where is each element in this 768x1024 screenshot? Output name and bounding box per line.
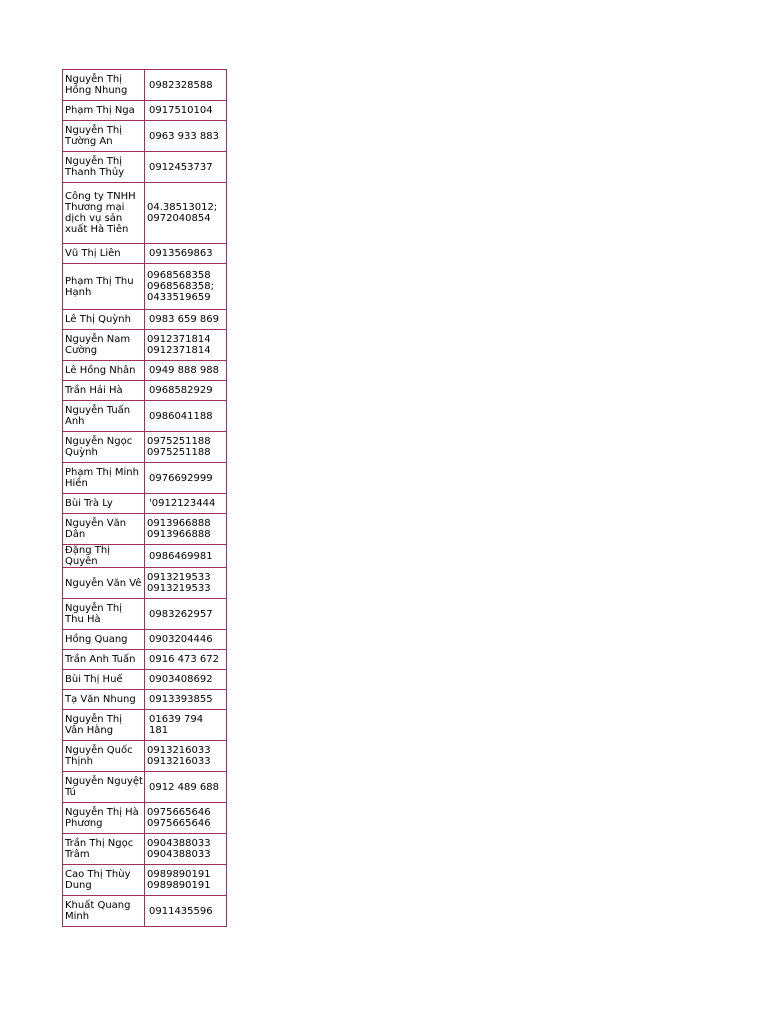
contact-name-cell: Cao Thị Thùy Dung: [63, 865, 145, 896]
contact-phone-cell: 0911435596: [145, 896, 227, 927]
table-row: [63, 101, 227, 121]
contact-phone-cell: 0913966888 0913966888: [145, 514, 227, 545]
table-row: [63, 432, 227, 463]
contact-phone-cell: 0903204446: [145, 630, 227, 650]
table-row: [63, 330, 227, 361]
table-row: [63, 121, 227, 152]
contact-phone-cell: 01639 794 181: [145, 710, 227, 741]
contact-name-cell: Trần Thị Ngọc Trâm: [63, 834, 145, 865]
contact-phone-cell: 0982328588: [145, 70, 227, 101]
contact-phone-cell: 0917510104: [145, 101, 227, 121]
contact-name-cell: Phạm Thị Nga: [63, 101, 145, 121]
table-row: [63, 70, 227, 101]
contact-phone-cell: 0949 888 988: [145, 361, 227, 381]
contact-name-cell: Phạm Thị Minh Hiền: [63, 463, 145, 494]
table-row: [63, 896, 227, 927]
table-row: [63, 152, 227, 183]
table-row: [63, 244, 227, 264]
contact-phone-cell: 0986041188: [145, 401, 227, 432]
table-row: [63, 690, 227, 710]
contact-name-cell: Nguyễn Thị Vân Hằng: [63, 710, 145, 741]
table-row: [63, 741, 227, 772]
table-row: [63, 865, 227, 896]
table-row: [63, 463, 227, 494]
contact-name-cell: Tạ Văn Nhung: [63, 690, 145, 710]
contact-phone-cell: 0916 473 672: [145, 650, 227, 670]
table-row: [63, 361, 227, 381]
contact-phone-cell: 0975251188 0975251188: [145, 432, 227, 463]
contact-phone-cell: 0913569863: [145, 244, 227, 264]
table-row: [63, 568, 227, 599]
contact-table: [62, 69, 227, 927]
contact-phone-cell: 0903408692: [145, 670, 227, 690]
contact-name-cell: Lê Thị Quỳnh: [63, 310, 145, 330]
contact-phone-cell: 0989890191 0989890191: [145, 865, 227, 896]
contact-phone-cell: 0968582929: [145, 381, 227, 401]
contact-phone-cell: 0975665646 0975665646: [145, 803, 227, 834]
contact-name-cell: Nguyễn Ngọc Quỳnh: [63, 432, 145, 463]
contact-phone-cell: 0986469981: [145, 545, 227, 568]
contact-name-cell: Nguyễn Nguyệt Tú: [63, 772, 145, 803]
contact-name-cell: Nguyễn Văn Dân: [63, 514, 145, 545]
contact-name-cell: Nguyễn Thị Hồng Nhung: [63, 70, 145, 101]
contact-name-cell: Nguyễn Thị Thanh Thủy: [63, 152, 145, 183]
contact-phone-cell: 0913219533 0913219533: [145, 568, 227, 599]
table-row: [63, 834, 227, 865]
table-row: [63, 599, 227, 630]
table-row: [63, 710, 227, 741]
contact-phone-cell: 0913393855: [145, 690, 227, 710]
table-row: [63, 401, 227, 432]
contact-phone-cell: 0983262957: [145, 599, 227, 630]
contact-name-cell: Vũ Thị Liên: [63, 244, 145, 264]
contact-phone-cell: 0963 933 883: [145, 121, 227, 152]
contact-phone-cell: 0904388033 0904388033: [145, 834, 227, 865]
table-row: [63, 670, 227, 690]
table-row: [63, 772, 227, 803]
contact-name-cell: Bùi Thị Huế: [63, 670, 145, 690]
contact-name-cell: Nguyễn Tuấn Anh: [63, 401, 145, 432]
contact-phone-cell: 0968568358 0968568358; 0433519659: [145, 264, 227, 310]
contact-name-cell: Nguyễn Quốc Thịnh: [63, 741, 145, 772]
table-row: [63, 264, 227, 310]
contact-name-cell: Nguyễn Thị Hà Phương: [63, 803, 145, 834]
table-row: [63, 514, 227, 545]
table-row: [63, 630, 227, 650]
contact-phone-cell: 0913216033 0913216033: [145, 741, 227, 772]
contact-name-cell: Trần Anh Tuấn: [63, 650, 145, 670]
table-row: [63, 183, 227, 244]
table-row: [63, 310, 227, 330]
contact-table-body: [63, 70, 227, 927]
contact-phone-cell: 0983 659 869: [145, 310, 227, 330]
contact-name-cell: Nguyễn Thị Tường An: [63, 121, 145, 152]
table-row: [63, 494, 227, 514]
contact-name-cell: Bùi Trà Ly: [63, 494, 145, 514]
contact-phone-cell: 0976692999: [145, 463, 227, 494]
table-row: [63, 803, 227, 834]
contact-name-cell: Khuất Quang Minh: [63, 896, 145, 927]
contact-phone-cell: 0912371814 0912371814: [145, 330, 227, 361]
contact-name-cell: Hồng Quang: [63, 630, 145, 650]
table-row: [63, 650, 227, 670]
table-row: [63, 545, 227, 568]
contact-name-cell: Lê Hồng Nhân: [63, 361, 145, 381]
contact-name-cell: Công ty TNHH Thương mại dịch vụ sản xuất Hà Tiên: [63, 183, 145, 244]
contact-name-cell: Trần Hải Hà: [63, 381, 145, 401]
contact-phone-cell: '0912123444: [145, 494, 227, 514]
table-row: [63, 381, 227, 401]
contact-name-cell: Đặng Thị Quyên: [63, 545, 145, 568]
contact-phone-cell: 0912453737: [145, 152, 227, 183]
contact-phone-cell: 04.38513012; 0972040854: [145, 183, 227, 244]
contact-name-cell: Nguyễn Văn Vê: [63, 568, 145, 599]
contact-name-cell: Nguyễn Thị Thu Hà: [63, 599, 145, 630]
contact-name-cell: Nguyễn Nam Cường: [63, 330, 145, 361]
contact-phone-cell: 0912 489 688: [145, 772, 227, 803]
contact-name-cell: Phạm Thị Thu Hạnh: [63, 264, 145, 310]
